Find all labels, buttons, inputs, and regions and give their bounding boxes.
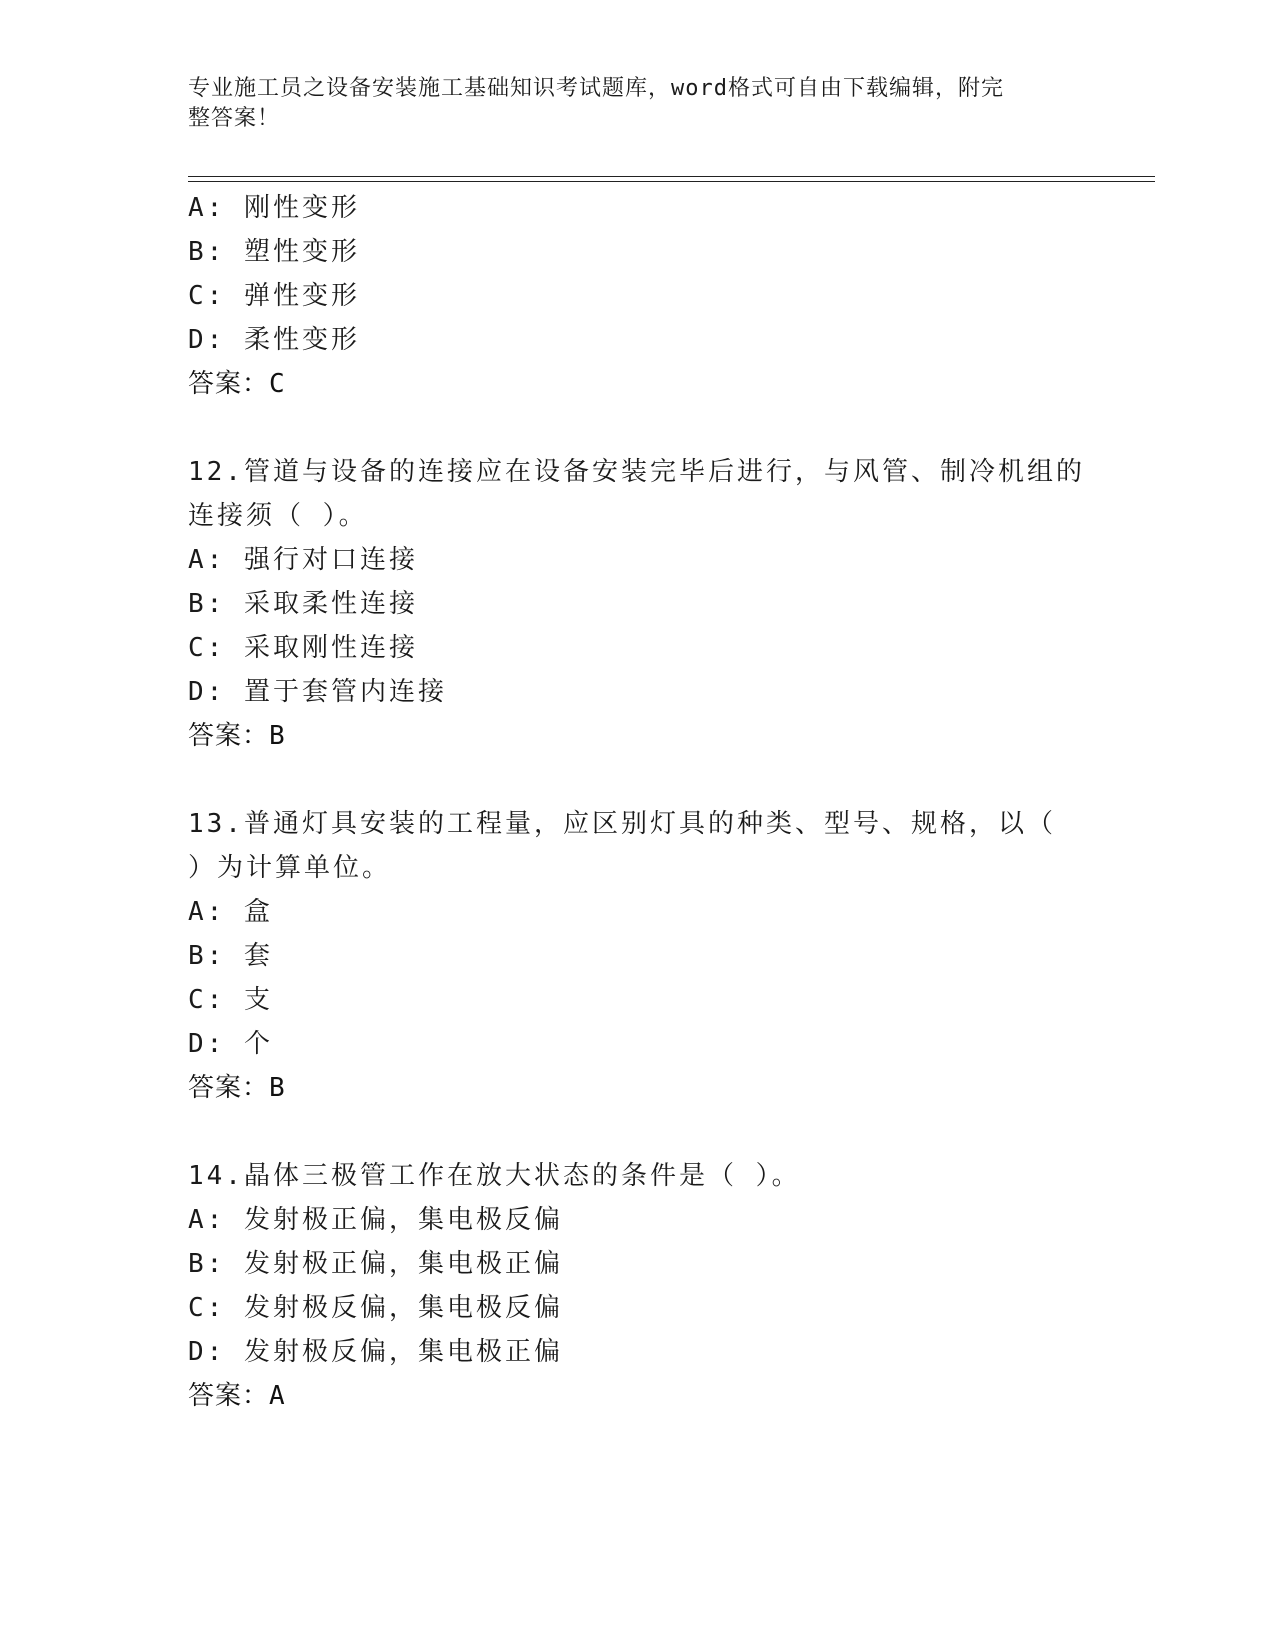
q12-option-a: A: 强行对口连接 xyxy=(188,545,418,575)
q14-option-c: C: 发射极反偏，集电极反偏 xyxy=(188,1293,563,1323)
header-line-2: 整答案！ xyxy=(188,106,281,131)
q13-answer xyxy=(188,1071,286,1105)
q12-option-d: D: 置于套管内连接 xyxy=(188,677,447,707)
q11-option-a: A: 刚性变形 xyxy=(188,193,360,223)
header-line-1: 专业施工员之设备安装施工基础知识考试题库，word格式可自由下载编辑，附完 xyxy=(188,76,1004,101)
q12-answer-value: B xyxy=(269,721,286,751)
q13-option-c: C: 支 xyxy=(188,985,273,1015)
q12-answer-label: 答案： xyxy=(188,721,270,751)
q11-answer-value: C xyxy=(269,369,286,399)
header-divider-top xyxy=(188,176,1155,177)
q13-stem-line-1: 13.普通灯具安装的工程量，应区别灯具的种类、型号、规格，以（ xyxy=(188,809,1056,839)
header-divider-bottom xyxy=(188,181,1155,182)
q12-stem-line-1: 12.管道与设备的连接应在设备安装完毕后进行，与风管、制冷机组的 xyxy=(188,457,1085,487)
q13-answer-value: B xyxy=(269,1073,286,1103)
q11-option-d: D: 柔性变形 xyxy=(188,325,360,355)
q13-option-d: D: 个 xyxy=(188,1029,273,1059)
q14-option-a: A: 发射极正偏，集电极反偏 xyxy=(188,1205,563,1235)
q14-answer xyxy=(188,1379,286,1413)
q11-answer xyxy=(188,367,286,401)
q14-answer-label: 答案： xyxy=(188,1381,270,1411)
q14-option-d: D: 发射极反偏，集电极正偏 xyxy=(188,1337,563,1367)
q11-option-c: C: 弹性变形 xyxy=(188,281,360,311)
q11-option-b: B: 塑性变形 xyxy=(188,237,360,267)
q12-answer xyxy=(188,719,286,753)
q12-stem-line-2: 连接须（ ）。 xyxy=(188,501,368,531)
q12-option-b: B: 采取柔性连接 xyxy=(188,589,418,619)
q13-stem-line-2: ）为计算单位。 xyxy=(188,853,392,883)
document-header xyxy=(188,74,1068,134)
q14-option-b: B: 发射极正偏，集电极正偏 xyxy=(188,1249,563,1279)
q13-option-b: B: 套 xyxy=(188,941,273,971)
q12-option-c: C: 采取刚性连接 xyxy=(188,633,418,663)
q14-stem-line-1: 14.晶体三极管工作在放大状态的条件是（ ）。 xyxy=(188,1161,801,1191)
q11-answer-label: 答案： xyxy=(188,369,270,399)
q13-answer-label: 答案： xyxy=(188,1073,270,1103)
q14-answer-value: A xyxy=(269,1381,286,1411)
q13-option-a: A: 盒 xyxy=(188,897,273,927)
